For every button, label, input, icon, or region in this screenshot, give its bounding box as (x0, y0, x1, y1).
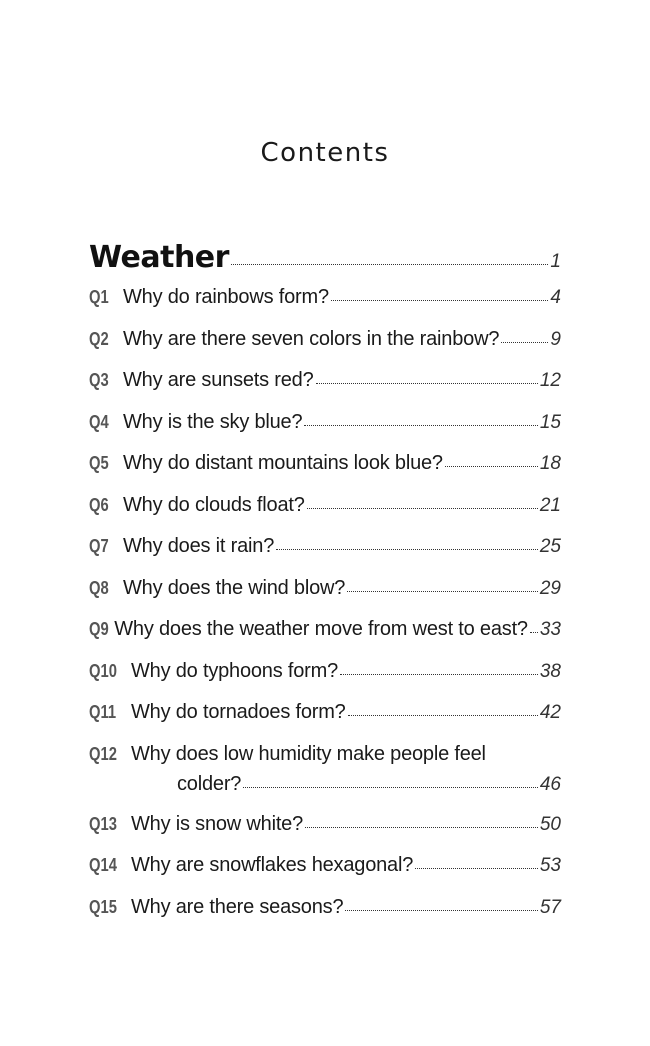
page-number: 21 (539, 494, 561, 516)
toc-entry[interactable] (89, 813, 561, 855)
dot-leader (276, 548, 538, 550)
dot-leader (331, 299, 549, 301)
question-text: Why are sunsets red? (123, 369, 314, 391)
table-of-contents (89, 240, 561, 937)
dot-leader (304, 424, 537, 426)
question-text: Why are there seven colors in the rainbow? (123, 327, 500, 350)
dot-leader (345, 909, 537, 911)
chapter-title: Weather (89, 240, 229, 275)
page-number: 25 (539, 536, 561, 557)
dot-leader (445, 465, 538, 467)
page-number: 42 (539, 702, 561, 723)
question-number: Q1 (89, 287, 109, 307)
question-text: Why do typhoons form? (131, 659, 339, 682)
page-number: 38 (539, 660, 561, 682)
page-number: 33 (539, 619, 561, 640)
question-number: Q13 (89, 813, 117, 834)
question-number: Q9 (89, 619, 109, 639)
question-number: Q10 (89, 660, 117, 681)
dot-leader (530, 631, 538, 633)
dot-leader (316, 382, 538, 384)
question-text: Why do rainbows form? (123, 286, 329, 308)
toc-entry[interactable] (89, 854, 561, 896)
toc-entry[interactable] (89, 701, 561, 743)
page-number: 4 (550, 287, 561, 308)
toc-entry[interactable] (89, 618, 561, 660)
page-number: 50 (539, 813, 561, 835)
toc-entry[interactable] (89, 369, 561, 411)
question-number: Q7 (89, 536, 109, 556)
page-number: 53 (539, 855, 561, 876)
page-number: 29 (539, 577, 561, 599)
question-number: Q6 (89, 494, 109, 515)
question-text: Why do distant mountains look blue? (123, 452, 443, 474)
toc-entry[interactable] (89, 535, 561, 577)
question-text: Why is snow white? (131, 812, 304, 835)
chapter-entry-weather[interactable] (89, 240, 561, 286)
question-text: Why does low humidity make people feel (131, 742, 486, 765)
page-number: 1 (550, 251, 561, 272)
dot-leader (348, 714, 538, 716)
question-text: Why do clouds float? (123, 493, 305, 516)
question-number: Q2 (89, 328, 109, 349)
toc-entry[interactable] (89, 286, 561, 328)
toc-entry[interactable] (89, 660, 561, 702)
page-number: 12 (539, 370, 561, 391)
dot-leader (415, 867, 538, 869)
page-number: 46 (539, 773, 561, 795)
question-text: Why does the wind blow? (123, 576, 346, 599)
dot-leader (307, 507, 538, 509)
question-number: Q4 (89, 411, 109, 432)
question-number: Q15 (89, 896, 117, 917)
question-number: Q5 (89, 453, 109, 473)
dot-leader (501, 341, 548, 343)
question-text: Why are there seasons? (131, 895, 344, 918)
toc-entry[interactable] (89, 743, 561, 813)
dot-leader (231, 263, 548, 265)
toc-entry[interactable] (89, 452, 561, 494)
page-number: 18 (539, 453, 561, 474)
question-text: Why are snowflakes hexagonal? (131, 854, 414, 876)
page-title: Contents (260, 138, 390, 168)
toc-entry[interactable] (89, 896, 561, 938)
question-text: Why is the sky blue? (123, 410, 303, 433)
question-number: Q12 (89, 743, 117, 764)
question-number: Q8 (89, 577, 109, 598)
question-text: Why does it rain? (123, 535, 275, 557)
toc-entry[interactable] (89, 494, 561, 536)
dot-leader (340, 673, 538, 675)
dot-leader (347, 590, 538, 592)
toc-entry[interactable] (89, 411, 561, 453)
question-text: Why do tornadoes form? (131, 701, 346, 723)
question-text: Why does the weather move from west to east? (114, 618, 528, 640)
page-number: 9 (550, 328, 561, 350)
question-text-continued: colder? (177, 772, 242, 795)
page-number: 57 (539, 896, 561, 918)
toc-entry[interactable] (89, 577, 561, 619)
toc-entry[interactable] (89, 328, 561, 370)
dot-leader (305, 826, 538, 828)
question-number: Q3 (89, 370, 109, 390)
question-number: Q14 (89, 855, 117, 875)
question-number: Q11 (89, 702, 117, 722)
dot-leader (243, 786, 538, 788)
page-number: 15 (539, 411, 561, 433)
